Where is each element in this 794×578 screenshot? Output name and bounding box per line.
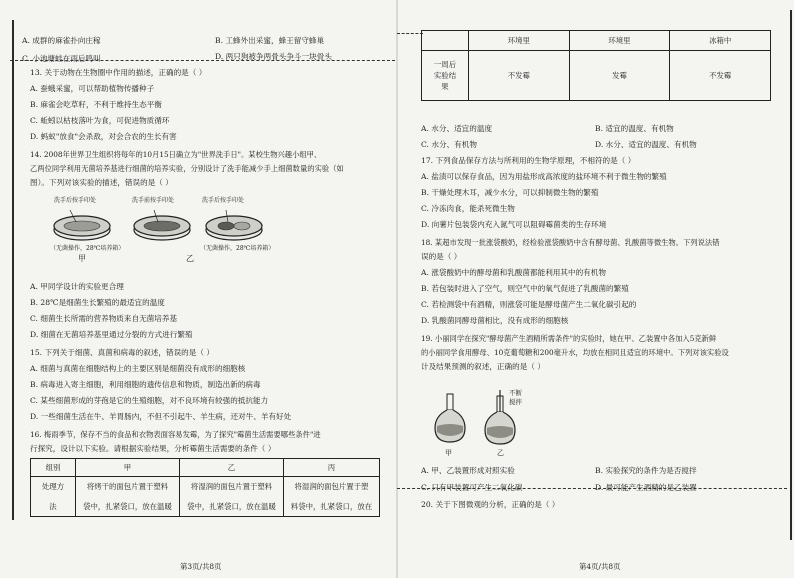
q14-line1: 14. 2008年世界卫生组织将每年的10月15日确立为"世界洗手日"。某校生物兴趣小组甲、 [30,150,322,159]
mold-experiment-table-right [421,30,771,101]
q15-stem: 15. 下列关于细菌、真菌和病毒的叙述，错误的是（ ） [30,348,214,357]
table-header-env-1: 环境里 [469,31,570,51]
q19-line3: 计及结果预测的叙述，正确的是（ ） [421,362,545,371]
binding-edge-left [12,20,14,520]
q14-line3: 图）。下列对该实验的描述，错误的是（ ） [30,178,173,187]
q18-option-c: C. 若检测袋中有酒精，则涨袋可能是酵母菌产生二氧化碳引起的 [421,300,637,309]
q17-option-c: C. 冷冻肉食，能杀死微生物 [421,204,515,213]
option-d-prev: D. 两只狗被争两骨头争斗一块骨头 [215,52,332,61]
cut-line-left [10,60,395,61]
q14-option-c: C. 细菌生长所需的营养物质来自无菌培养基 [30,314,178,323]
q18-line2: 误的是（ ） [421,252,462,261]
q14-line2: 乙两位同学利用无菌培养基进行细菌的培养实验，分别设计了洗手能减少手上细菌数量的实验（如 [30,164,344,173]
table-cell-bing-2: 料袋中，扎紧袋口，放在 [284,497,380,517]
petri-dish-figure [50,196,280,266]
q13-option-d: D. 蚂蚁"放食"会杀敌，对会合农的生长有害 [30,132,177,141]
dish-mark-b: 乙 [186,254,194,263]
result-label-2: 实验结 [433,71,457,80]
q15-option-a: A. 细菌与真菌在细胞结构上的主要区别是细菌没有成形的细胞核 [30,364,246,373]
dish-label-3: 洗手后按手印处 [202,197,245,204]
option-b-prev: B. 工蜂外出采蜜，蜂王留守蜂巢 [215,36,325,45]
stir-label-2: 搅拌 [509,398,522,406]
table-result-jia: 不发霉 [469,51,570,101]
q14-option-d: D. 细菌在无菌培养基里通过分裂的方式进行繁殖 [30,330,193,339]
q17-option-d: D. 向薯片包装袋内充入氮气可以阻碍霉菌类的生存环境 [421,220,607,229]
q16-option-a: A. 水分、适宜的温度 [421,124,493,133]
table-cell-bing-1: 将湿润的面包片置于塑 [284,477,380,497]
q17-option-b: B. 干燥处理木耳，减少水分，可以抑制微生物的繁殖 [421,188,599,197]
mold-experiment-table-left [30,458,380,517]
q13-option-a: A. 蚕蛾采蜜，可以帮助植物传播种子 [30,84,155,93]
q18-option-a: A. 涨袋酸奶中的酵母菌和乳酸菌都能利用其中的有机物 [421,268,606,277]
q16-option-c: C. 水分、有机物 [421,140,477,149]
flask-label-b: 乙 [497,449,504,457]
flask-a [435,394,465,442]
q14-option-b: B. 28℃是细菌生长繁殖的最适宜的温度 [30,298,165,307]
dish-label-2: 洗手前按手印处 [132,197,175,204]
table-header-yi: 乙 [180,459,284,477]
q16-line2: 行探究，设计以下实验。请根据实验结果，分析霉菌生活需要的条件（ ） [30,444,276,453]
q17-option-a: A. 盐渍可以保存食品，因为用盐形成高浓度的盐环境不利于微生物的繁殖 [421,172,667,181]
petri-dish-c [206,210,262,240]
q16-option-d: D. 水分、适宜的温度、有机物 [595,140,697,149]
petri-dish-b [134,210,190,240]
q19-option-c: C. 只有甲装置可产生二氧化碳 [421,483,523,492]
result-label-3: 果 [441,82,449,91]
q20-stem: 20. 关于下图微观的分析，正确的是（ ） [421,500,560,509]
q16-line1: 16. 梅雨季节，保存不当的食品和衣物表面容易发霉，为了探究"霉菌生活需要哪些条件"进 [30,430,321,439]
q15-option-c: C. 某些细菌形成的芽孢是它的生殖细胞，对不良环境有较强的抵抗能力 [30,396,269,405]
result-label-1: 一周后 [433,60,457,69]
table-row-result-label [422,51,469,101]
dish-caption-1: （无菌操作，28℃培养箱） [50,245,125,252]
q17-stem: 17. 下列食品保存方法与所利用的生物学原理，不相符的是（ ） [421,156,636,165]
table-corner [422,31,469,51]
table-result-yi: 发霉 [569,51,670,101]
page-number-right: 第4页/共8页 [579,562,621,571]
table-cell-yi-1: 将湿润的面包片置于塑料 [180,477,284,497]
q14-option-a: A. 甲同学设计的实验更合理 [30,282,124,291]
q18-line1: 18. 某超市发现一批涨袋酸奶，经检验涨袋酸奶中含有酵母菌、乳酸菌等微生物。下列说法错 [421,238,720,247]
table-cell-jia-2: 袋中，扎紧袋口，放在温暖 [76,497,180,517]
q13-option-c: C. 蚯蚓以枯枝落叶为食，可促进物质循环 [30,116,170,125]
cut-line-right [397,33,423,34]
table-cell-jia-1: 将烤干的面包片置于塑料 [76,477,180,497]
dish-caption-2: （无菌操作，28℃培养箱） [200,245,275,252]
q19-option-b: B. 实验探究的条件为是否搅拌 [595,466,697,475]
option-a-prev: A. 成群的麻雀扑向庄稼 [22,36,101,45]
q19-line1: 19. 小丽同学在探究"酵母菌产生酒精所需条件"的实验时，她在甲、乙装置中各加入5克新鲜 [421,334,717,343]
q19-option-d: D. 最可能产生酒精的是乙装置 [595,483,697,492]
table-header-env-2: 环境里 [569,31,670,51]
q19-option-a: A. 甲、乙装置形成对照实验 [421,466,515,475]
flask-label-a: 甲 [445,449,452,457]
table-header-bing: 丙 [284,459,380,477]
page-number-left: 第3页/共8页 [180,562,222,571]
table-row-method-2: 法 [31,497,76,517]
q15-option-b: B. 病毒进入寄主细胞，利用细胞的遗传信息和物质，制造出新的病毒 [30,380,261,389]
q18-option-b: B. 若包装时进入了空气，则空气中的氧气促进了乳酸菌的繁殖 [421,284,629,293]
table-header-jia: 甲 [76,459,180,477]
dish-mark-a: 甲 [78,254,86,263]
q15-option-d: D. 一些细菌生活在牛、羊胃肠内，不但不引起牛、羊生病，还对牛、羊有好处 [30,412,292,421]
q19-line2: 的小丽同学食用酵母、10克葡萄糖和200毫升水，均放在相同且适宜的环境中。下列对该实验设 [421,348,729,357]
right-page [397,0,794,578]
table-row-method: 处理方 [31,477,76,497]
q16-option-b: B. 适宜的温度、有机物 [595,124,674,133]
table-header-group: 组别 [31,459,76,477]
table-cell-yi-2: 袋中，扎紧袋口，放在温暖 [180,497,284,517]
option-c-prev: C. 小池塘蛙在雨后鸣叫 [22,54,101,63]
table-result-bing: 不发霉 [670,51,771,101]
binding-edge-right [790,10,792,540]
table-header-fridge: 冰箱中 [670,31,771,51]
q13-option-b: B. 麻雀会吃草籽，不利于维持生态平衡 [30,100,162,109]
petri-dish-a [54,210,110,240]
dish-label-1: 洗手后按手印处 [54,197,97,204]
q13-stem: 13. 关于动物在生物圈中作用的描述，正确的是（ ） [30,68,207,77]
stir-label-1: 不断 [509,389,522,397]
q18-option-d: D. 乳酸菌同酵母菌相比，没有成形的细胞核 [421,316,569,325]
